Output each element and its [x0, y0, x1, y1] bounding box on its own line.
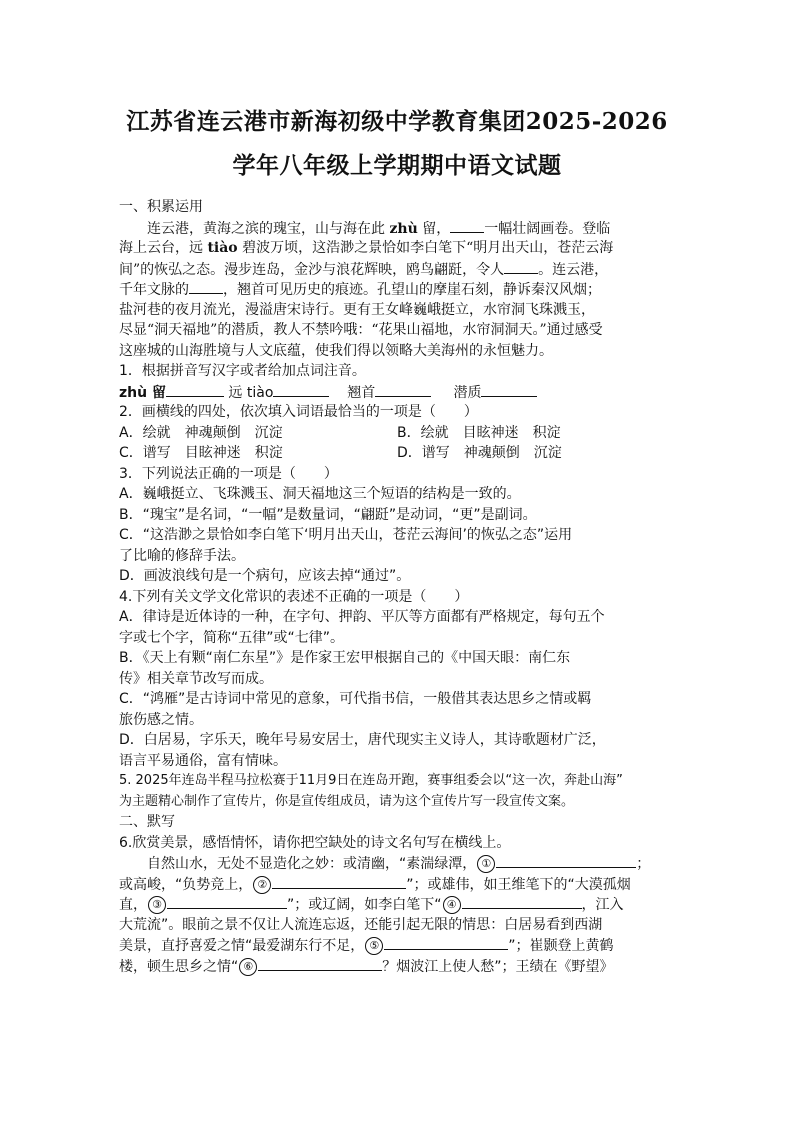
q6-text: 或高峻，“负势竞上， — [119, 876, 253, 893]
q6-line — [119, 935, 677, 956]
q6-blank-3[interactable] — [167, 894, 287, 909]
q3-option-d[interactable]: D．画波浪线句是一个病句，应该去掉“通过”。 — [119, 568, 411, 584]
q3-option-c-cont: 了比喻的修辞手法。 — [119, 547, 245, 564]
passage-text: 。连云港， — [538, 261, 609, 278]
passage-line — [119, 238, 677, 259]
q2-option-d[interactable]: D．谱写 神魂颠倒 沉淀 — [397, 445, 562, 461]
q6-blank-1[interactable] — [496, 853, 636, 868]
blank-line-2[interactable] — [504, 259, 538, 274]
q1-answer-a[interactable] — [166, 382, 224, 397]
passage-text: 间”的恢弘之态。漫步连岛，金沙与浪花辉映，鸥鸟翩跹，令人 — [119, 261, 505, 278]
circled-number-4: ④ — [443, 896, 461, 914]
passage-line — [119, 218, 677, 239]
q1-item-d: 潜质 — [453, 384, 482, 401]
blank-line-1[interactable] — [450, 218, 484, 233]
q6-blank-5[interactable] — [384, 935, 508, 950]
q1-answer-c[interactable] — [375, 382, 431, 397]
q6-text: 美景，直抒喜爱之情“最爱湖东行不足， — [119, 938, 365, 954]
passage-text: 海上云台，远 — [119, 240, 208, 256]
passage-text: 连云港，黄海之滨的瑰宝，山与海在此 — [147, 220, 390, 237]
circled-number-3: ③ — [148, 896, 166, 914]
q1-item-a: zhù 留 — [119, 384, 166, 401]
q6-text: 直， — [119, 897, 147, 913]
q1-answer-d[interactable] — [481, 382, 537, 397]
q4-option-b[interactable]: B．《天上有颗“南仁东星”》是作家王宏甲根据自己的《中国天眼：南仁东 — [119, 650, 571, 666]
passage-text: 碧波万顷，这浩渺之景恰如李白笔下“明月出天山，苍茫云海 — [237, 240, 614, 256]
passage-text: ，翘首可见历史的痕迹。孔望山的摩崖石刻，静诉秦汉风烟； — [223, 282, 601, 298]
passage-line — [119, 279, 677, 300]
q3-option-b[interactable]: B．“瑰宝”是名词，“一幅”是数量词，“翩跹”是动词，“更”是副词。 — [119, 506, 537, 523]
question-4-stem: 4.下列有关文学文化常识的表述不正确的一项是（ ） — [119, 588, 469, 605]
exam-body — [119, 197, 677, 976]
q1-item-c: 翘首 — [347, 384, 376, 401]
circled-number-2: ② — [253, 876, 271, 894]
q3-option-a[interactable]: A．巍峨挺立、飞珠溅玉、洞天福地这三个短语的结构是一致的。 — [119, 486, 521, 502]
q6-line: 自然山水，无处不显造化之妙：或清幽，“素湍绿潭， ① ； — [119, 853, 677, 874]
q4-option-a[interactable]: A．律诗是近体诗的一种，在字句、押韵、平仄等方面都有严格规定，每句五个 — [119, 609, 605, 625]
question-1-items — [119, 382, 677, 403]
circled-number-5: ⑤ — [365, 937, 383, 955]
q6-line — [119, 874, 677, 895]
q6-blank-4[interactable] — [462, 894, 582, 909]
question-1-stem: 1．根据拼音写汉字或者给加点词注音。 — [119, 363, 366, 379]
blank-line-3[interactable] — [189, 279, 223, 294]
q2-option-a[interactable]: A．绘就 神魂颠倒 沉淀 — [119, 424, 283, 441]
question-6-stem: 6.欣赏美景，感悟情怀，请你把空缺处的诗文名句写在横线上。 — [119, 834, 511, 851]
q6-line — [119, 894, 677, 915]
q1-item-b: 远 tiào — [228, 384, 274, 401]
passage-line: 尽显“洞天福地”的潜质，教人不禁吟哦：“花果山福地，水帘洞洞天。”通过感受 — [119, 322, 603, 338]
exam-title-line1: 江苏省连云港市新海初级中学教育集团2025-2026 — [126, 108, 668, 135]
q6-text: ，江入 — [581, 897, 624, 913]
passage-line: 这座城的山海胜境与人文底蕴，使我们得以领略大美海州的永恒魅力。 — [119, 342, 553, 359]
question-5-stem-cont: 为主题精心制作了宣传片，你是宣传组成员，请为这个宣传片写一段宣传文案。 — [119, 793, 575, 809]
section-heading-accumulation: 一、积累运用 — [119, 199, 203, 215]
q4-option-c[interactable]: C．“鸿雁”是古诗词中常见的意象，可代指书信，一般借其表达思乡之情或羁 — [119, 691, 592, 707]
q2-option-b[interactable]: B．绘就 目眩神迷 积淀 — [397, 424, 561, 441]
q6-text: ”；崔颢登上黄鹤 — [508, 938, 614, 954]
q3-option-c[interactable]: C．“这浩渺之景恰如李白笔下‘明月出天山，苍茫云海间’的恢弘之态”运用 — [119, 527, 573, 543]
q6-blank-6[interactable] — [258, 956, 382, 971]
q4-option-d[interactable]: D．白居易，字乐天，晚年号易安居士，唐代现实主义诗人，其诗歌题材广泛， — [119, 732, 606, 748]
q6-text: 楼，顿生思乡之情“ — [119, 958, 239, 975]
q4-option-b-cont: 传》相关章节改写而成。 — [119, 670, 273, 687]
q4-option-a-cont: 字或七个字，简称“五律”或“七律”。 — [119, 629, 345, 646]
question-2-options-row1 — [119, 423, 677, 444]
question-2-stem: 2．画横线的四处，依次填入词语最恰当的一项是（ ） — [119, 404, 478, 420]
circled-number-1: ① — [477, 855, 495, 873]
q6-text: ”；或雄伟，如王维笔下的“大漠孤烟 — [406, 876, 631, 893]
exam-title-line2: 学年八年级上学期期中语文试题 — [232, 152, 562, 179]
q6-text: 自然山水，无处不显造化之妙：或清幽，“素湍绿潭， — [147, 856, 477, 872]
passage-line — [119, 259, 677, 280]
q6-blank-2[interactable] — [272, 874, 406, 889]
question-2-options-row2 — [119, 443, 677, 464]
q2-option-c[interactable]: C．谱写 目眩神迷 积淀 — [119, 445, 283, 461]
pinyin-zhu: zhù — [389, 220, 418, 237]
q1-answer-b[interactable] — [273, 382, 329, 397]
question-3-stem: 3．下列说法正确的一项是（ ） — [119, 465, 338, 482]
q6-line — [119, 956, 677, 977]
passage-text: 千年文脉的 — [119, 282, 189, 298]
q4-option-d-cont: 语言平易通俗，富有情味。 — [119, 752, 287, 769]
q4-option-c-cont: 旅伤感之情。 — [119, 711, 203, 728]
passage-line: 盐河巷的夜月流光，漫溢唐宋诗行。更有王女峰巍峨挺立，水帘洞飞珠溅玉， — [119, 301, 595, 318]
q6-text: ？烟波江上使人愁”；王绩在《野望》 — [382, 958, 614, 975]
question-5-stem: 5. 2025年连岛半程马拉松赛于11月9日在连岛开跑，赛事组委会以“这一次，奔赴山海” — [119, 773, 623, 788]
passage-text: 一幅壮阔画卷。登临 — [484, 220, 611, 237]
pinyin-tiao: tiào — [207, 240, 238, 256]
circled-number-6: ⑥ — [239, 958, 257, 976]
q6-text: ”；或辽阔，如李白笔下“ — [287, 897, 442, 913]
q6-line: 大荒流”。眼前之景不仅让人流连忘返，还能引起无限的情思：白居易看到西湖 — [119, 916, 603, 933]
passage-text: 留， — [417, 220, 451, 237]
section-heading-recitation: 二、默写 — [119, 814, 175, 830]
